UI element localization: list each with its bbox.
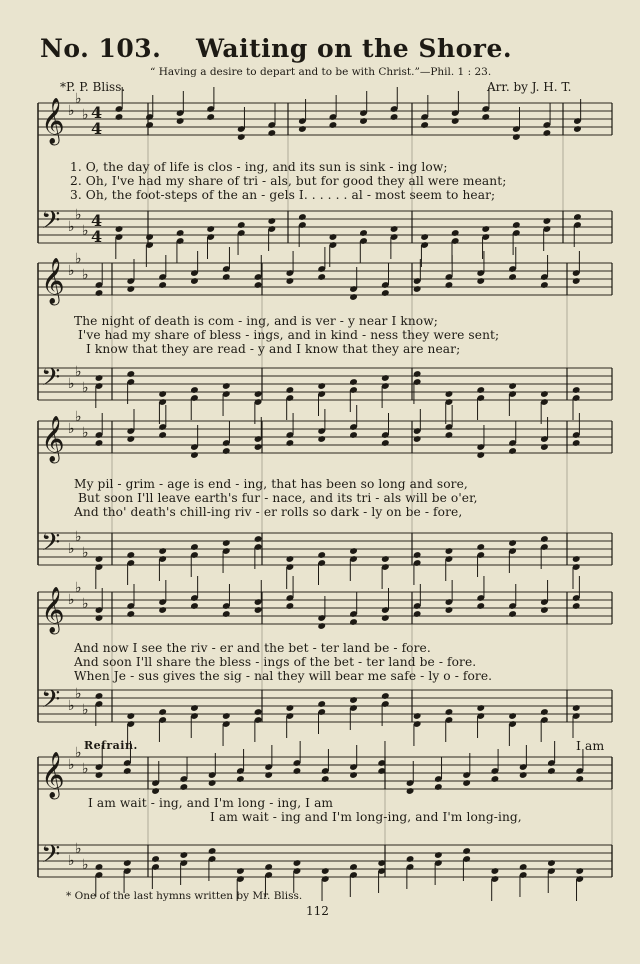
note-head [349,378,358,386]
note-head [445,390,454,398]
note-head [481,225,490,233]
note-head [572,555,581,563]
flat-icon: ♭ [68,592,75,608]
note-head [434,851,443,859]
bass-clef-icon: 𝄢 [41,363,61,398]
bass-clef-icon: 𝄢 [41,840,61,875]
note-head [208,847,217,855]
flat-icon: ♭ [68,219,75,235]
note-head [547,859,556,867]
note-head [286,602,295,610]
page-number: 112 [306,904,329,918]
note-head [126,712,135,720]
note-head [145,233,154,241]
note-head [575,867,584,875]
note-head [236,867,245,875]
note-head [254,443,263,451]
note-head [286,555,295,563]
note-head [317,382,326,390]
note-head [151,787,160,795]
note-head [329,233,338,241]
note-head [95,289,104,297]
refrain-lyric-line-upper: I am wait - ing, and I'm long - ing, I am [88,796,334,810]
note-head [286,386,295,394]
note-head [481,113,490,121]
note-head [236,775,245,783]
flat-icon: ♭ [82,596,89,612]
flat-icon: ♭ [75,251,82,267]
note-head [95,555,104,563]
bass-clef-icon: 𝄢 [41,685,61,720]
note-head [413,610,422,618]
note-head [508,382,517,390]
note-head [491,775,500,783]
note-head [95,374,104,382]
note-head [434,783,443,791]
flat-icon: ♭ [82,425,89,441]
lyric-line-verse-3: I know that they are read - y and I know that they are near; [86,342,461,356]
flat-icon: ♭ [68,263,75,279]
note-head [349,696,358,704]
note-head [222,382,231,390]
note-head [420,121,429,129]
note-head [321,775,330,783]
note-head [543,129,552,137]
note-head [190,451,199,459]
treble-clef-icon: 𝄞 [41,258,65,304]
note-head [491,867,500,875]
flat-icon: ♭ [82,857,89,873]
note-head [206,225,215,233]
note-head [359,229,368,237]
time-signature-bottom: 4 [91,119,103,138]
treble-clef-icon: 𝄞 [41,98,65,144]
note-head [286,704,295,712]
note-head [317,273,326,281]
refrain-lyric-line-lower: I am wait - ing and I'm long-ing, and I'm long-ing, [210,810,522,824]
note-head [462,847,471,855]
time-signature-bottom: 4 [91,227,103,246]
lyric-line-verse-1: 1. O, the day of life is clos - ing, and its sun is sink - ing low; [70,160,448,174]
note-head [179,783,188,791]
note-head [540,281,549,289]
lyric-line-verse-2: 2. Oh, I've had my share of tri - als, but for good they all were meant; [70,174,507,188]
note-head [512,221,521,229]
note-head [540,708,549,716]
note-head [237,133,246,141]
note-head [359,117,368,125]
note-head [254,535,263,543]
note-head [222,712,231,720]
treble-clef-icon: 𝄞 [41,416,65,462]
note-head [381,289,390,297]
treble-clef-icon: 𝄞 [41,587,65,633]
note-head [543,217,552,225]
flat-icon: ♭ [82,223,89,239]
note-head [158,281,167,289]
note-head [115,225,124,233]
flat-icon: ♭ [75,745,82,761]
note-head [381,692,390,700]
flat-icon: ♭ [68,757,75,773]
flat-icon: ♭ [75,91,82,107]
note-head [572,386,581,394]
note-head [95,692,104,700]
flat-icon: ♭ [82,267,89,283]
footnote: * One of the last hymns written by Mr. Bliss. [66,890,303,902]
note-head [445,431,454,439]
bass-clef-icon: 𝄢 [41,528,61,563]
flat-icon: ♭ [68,421,75,437]
note-head [158,547,167,555]
note-head [158,708,167,716]
note-head [206,113,215,121]
note-head [123,859,132,867]
refrain-cue-text: I am [576,738,605,753]
flat-icon: ♭ [82,545,89,561]
flat-icon: ♭ [75,364,82,380]
note-head [540,443,549,451]
note-head [208,779,217,787]
note-head [222,610,231,618]
note-head [451,117,460,125]
lyric-line-verse-3: And tho' death's chill-ing riv - er rolls so dark - ly on be - fore, [74,505,463,519]
note-head [126,370,135,378]
note-head [476,704,485,712]
lyric-line-verse-2: But soon I'll leave earth's fur - nace, and its tri - als will be o'er, [78,491,478,505]
note-head [317,700,326,708]
note-head [413,435,422,443]
note-head [572,602,581,610]
flat-icon: ♭ [75,580,82,596]
note-head [390,113,399,121]
note-head [476,277,485,285]
note-head [572,439,581,447]
note-head [126,551,135,559]
treble-staff [38,103,612,135]
note-head [547,767,556,775]
note-head [381,439,390,447]
note-head [293,767,302,775]
flat-icon: ♭ [68,853,75,869]
lyric-line-verse-3: When Je - sus gives the sig - nal they will bear me safe - ly o - fore. [74,669,493,683]
note-head [413,285,422,293]
bass-staff [38,211,612,243]
note-head [420,233,429,241]
lyric-line-verse-1: The night of death is com - ing, and is ver - y near I know; [74,314,438,328]
bass-clef-icon: 𝄢 [41,206,61,241]
note-head [179,851,188,859]
note-head [190,704,199,712]
lyric-line-verse-2: And soon I'll share the bless - ings of the bet - ter land be - fore. [74,655,477,669]
note-head [413,551,422,559]
note-head [222,273,231,281]
note-head [237,221,246,229]
note-head [381,374,390,382]
flat-icon: ♭ [75,686,82,702]
note-head [298,125,307,133]
flat-icon: ♭ [68,103,75,119]
note-head [158,390,167,398]
note-head [476,386,485,394]
note-head [349,431,358,439]
lyric-line-verse-2: I've had my share of bless - ings, and in kind - ness they were sent; [78,328,500,342]
note-head [126,435,135,443]
note-head [381,555,390,563]
note-head [264,771,273,779]
note-head [158,606,167,614]
composer-credit: *P. P. Bliss. [60,80,126,94]
note-head [151,855,160,863]
note-head [445,708,454,716]
note-head [349,293,358,301]
note-head [317,435,326,443]
note-head [540,606,549,614]
note-head [445,281,454,289]
note-head [317,622,326,630]
note-head [123,767,132,775]
note-head [267,217,276,225]
note-head [381,614,390,622]
note-head [349,618,358,626]
note-head [575,775,584,783]
note-head [508,447,517,455]
arranger-credit: Arr. by J. H. T. [487,80,572,94]
note-head [176,229,185,237]
note-head [476,451,485,459]
note-head [451,229,460,237]
flat-icon: ♭ [68,698,75,714]
note-head [222,447,231,455]
note-head [445,547,454,555]
note-head [176,117,185,125]
note-head [572,277,581,285]
note-head [406,787,415,795]
note-head [222,539,231,547]
note-head [190,386,199,394]
note-head [519,771,528,779]
note-head [190,543,199,551]
note-head [115,113,124,121]
note-head [508,273,517,281]
flat-icon: ♭ [68,541,75,557]
note-head [95,771,104,779]
lyric-line-verse-3: 3. Oh, the foot-steps of the an - gels I. . . . . . al - most seem to hear; [70,188,496,202]
lyric-line-verse-1: My pil - grim - age is end - ing, that has been so long and sore, [74,477,468,491]
note-head [158,431,167,439]
note-head [254,390,263,398]
note-head [293,859,302,867]
refrain-label: Refrain. [84,739,138,752]
flat-icon: ♭ [75,207,82,223]
flat-icon: ♭ [82,380,89,396]
note-head [413,712,422,720]
note-head [462,779,471,787]
note-head [540,390,549,398]
bass-staff [38,690,612,722]
time-signature-top: 4 [91,211,103,230]
note-head [519,863,528,871]
bass-staff [38,368,612,400]
note-head [95,614,104,622]
note-head [254,281,263,289]
note-head [512,133,521,141]
hymn-number: No. 103. [40,34,162,63]
note-head [190,277,199,285]
flat-icon: ♭ [75,409,82,425]
note-head [476,602,485,610]
note-head [390,225,399,233]
note-head [349,771,358,779]
flat-icon: ♭ [82,761,89,777]
note-head [254,708,263,716]
flat-icon: ♭ [75,841,82,857]
note-head [286,277,295,285]
scripture-epigraph: “ Having a desire to depart and to be with Christ.”—Phil. 1 : 23. [150,66,492,78]
lyric-line-verse-1: And now I see the riv - er and the bet - ter land be - fore. [74,641,431,655]
bass-staff [38,533,612,565]
note-head [406,855,415,863]
note-head [190,602,199,610]
note-head [573,213,582,221]
note-head [317,551,326,559]
flat-icon: ♭ [75,529,82,545]
hymn-title: Waiting on the Shore. [196,34,513,63]
note-head [572,704,581,712]
note-head [508,610,517,618]
note-head [508,539,517,547]
note-head [508,712,517,720]
note-head [540,535,549,543]
note-head [321,867,330,875]
flat-icon: ♭ [82,107,89,123]
note-head [95,863,104,871]
note-head [254,606,263,614]
note-head [349,863,358,871]
note-head [286,439,295,447]
note-head [126,610,135,618]
note-head [413,370,422,378]
note-head [145,121,154,129]
time-signature-top: 4 [91,103,103,122]
note-head [298,213,307,221]
note-head [267,129,276,137]
note-head [329,121,338,129]
note-head [445,606,454,614]
note-head [264,863,273,871]
flat-icon: ♭ [82,702,89,718]
note-head [95,439,104,447]
treble-clef-icon: 𝄞 [41,752,65,798]
note-head [126,285,135,293]
flat-icon: ♭ [68,376,75,392]
note-head [476,543,485,551]
note-head [573,125,582,133]
note-head [349,547,358,555]
